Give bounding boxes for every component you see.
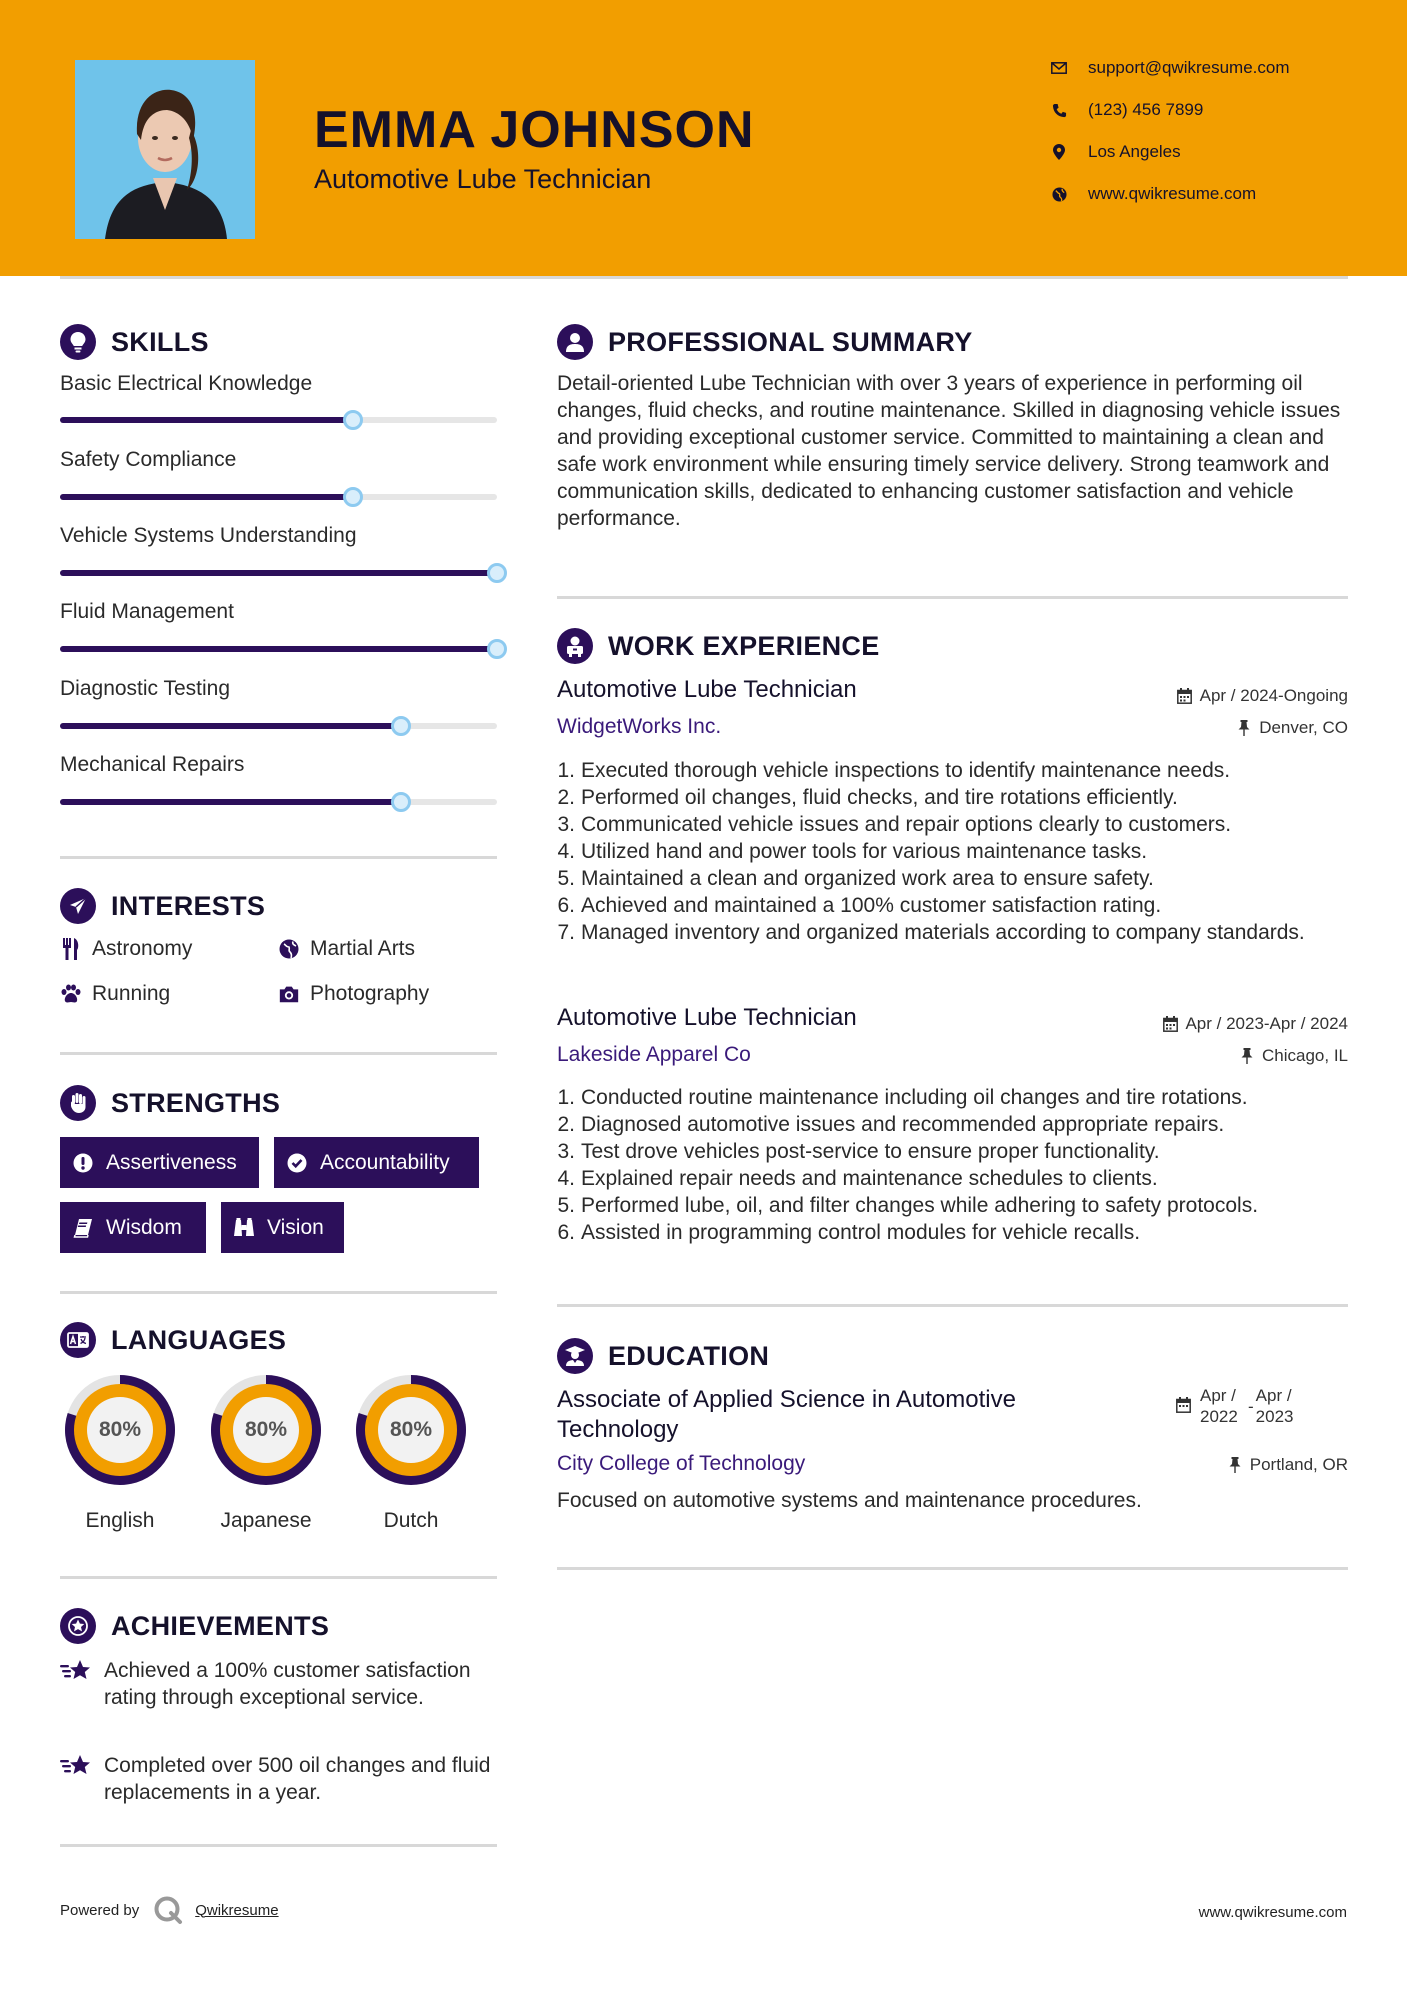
duty-item: 5. Performed lube, oil, and filter changes while adhering to safety protocols. bbox=[557, 1194, 1259, 1217]
duty-text: Managed inventory and organized materials according to company standards. bbox=[581, 921, 1305, 944]
education-dates bbox=[1176, 1385, 1294, 1427]
interests-title: INTERESTS bbox=[111, 890, 266, 921]
education-degree bbox=[557, 1385, 1016, 1445]
duty-text: Performed lube, oil, and filter changes while adhering to safety protocols. bbox=[581, 1194, 1259, 1217]
duty-text: Assisted in programming control modules for vehicle recalls. bbox=[581, 1221, 1141, 1244]
candidate-title: Automotive Lube Technician bbox=[314, 164, 652, 194]
language-item bbox=[59, 1369, 181, 1532]
skill-bar bbox=[60, 723, 497, 729]
duty-text: Communicated vehicle issues and repair options clearly to customers. bbox=[581, 813, 1232, 836]
strength-label: Wisdom bbox=[106, 1215, 182, 1239]
pushpin-icon bbox=[1236, 720, 1252, 736]
skill-label: Safety Compliance bbox=[60, 448, 237, 471]
language-name: English bbox=[85, 1509, 155, 1532]
language-percent: 80% bbox=[98, 1418, 142, 1441]
footer-website[interactable]: www.qwikresume.com bbox=[1198, 1904, 1347, 1921]
resume-header bbox=[0, 0, 1407, 276]
calendar-icon bbox=[1162, 1016, 1178, 1032]
candidate-name: EMMA JOHNSON bbox=[314, 101, 755, 159]
header-divider bbox=[60, 276, 1348, 279]
section-divider bbox=[60, 1844, 497, 1847]
paper-plane-icon bbox=[60, 888, 96, 924]
paw-icon bbox=[60, 983, 82, 1005]
summary-title: PROFESSIONAL SUMMARY bbox=[608, 326, 973, 357]
skill-bar-knob bbox=[343, 487, 363, 507]
education-date-start bbox=[1200, 1385, 1248, 1427]
language-percent: 80% bbox=[389, 1418, 433, 1441]
strength-badge bbox=[274, 1137, 479, 1188]
contact-location-text: Los Angeles bbox=[1088, 142, 1181, 161]
footer-brand-link[interactable]: Qwikresume bbox=[195, 1901, 279, 1919]
duty-item: 5. Maintained a clean and organized work area to ensure safety. bbox=[557, 867, 1154, 890]
education-date-start-month: Apr / bbox=[1200, 1386, 1236, 1405]
job-duties-list bbox=[551, 1084, 1351, 1246]
duty-text: Utilized hand and power tools for various maintenance tasks. bbox=[581, 840, 1148, 863]
job-title: Automotive Lube Technician bbox=[557, 1004, 857, 1031]
skill-bar-fill bbox=[60, 570, 497, 576]
envelope-icon bbox=[1050, 59, 1068, 77]
map-pin-icon bbox=[1050, 143, 1068, 161]
profile-photo-illustration bbox=[75, 60, 255, 239]
language-item bbox=[205, 1369, 327, 1532]
duty-text: Conducted routine maintenance including oil changes and tire rotations. bbox=[581, 1086, 1248, 1109]
duty-text: Test drove vehicles post-service to ensure proper functionality. bbox=[581, 1140, 1160, 1163]
skill-bar bbox=[60, 417, 497, 423]
skill-bar-knob bbox=[391, 792, 411, 812]
skill-label: Diagnostic Testing bbox=[60, 677, 231, 700]
skill-bar-knob bbox=[487, 639, 507, 659]
job-location bbox=[1236, 718, 1348, 738]
shooting-star-icon bbox=[60, 1657, 92, 1685]
skill-label: Vehicle Systems Understanding bbox=[60, 524, 357, 547]
interest-item bbox=[278, 982, 429, 1006]
experience-title: WORK EXPERIENCE bbox=[608, 630, 880, 661]
utensils-icon bbox=[60, 938, 82, 960]
contact-email-text: support@qwikresume.com bbox=[1088, 58, 1290, 77]
achievement-text: Achieved a 100% customer satisfaction rating through exceptional service. bbox=[104, 1659, 471, 1709]
achievement-item bbox=[60, 1752, 500, 1806]
job-company: Lakeside Apparel Co bbox=[557, 1043, 751, 1066]
briefcase-user-icon bbox=[557, 628, 593, 664]
duty-text: Performed oil changes, fluid checks, and tire rotations efficiently. bbox=[581, 786, 1178, 809]
exclamation-circle-icon bbox=[72, 1152, 94, 1174]
camera-icon bbox=[278, 983, 300, 1005]
education-date-end-month: Apr / bbox=[1255, 1386, 1292, 1405]
skills-title: SKILLS bbox=[111, 326, 209, 357]
achievements-heading bbox=[60, 1608, 329, 1644]
duty-item: 1. Conducted routine maintenance including oil changes and tire rotations. bbox=[557, 1086, 1248, 1109]
education-location bbox=[1227, 1455, 1348, 1475]
summary-heading bbox=[557, 324, 973, 360]
duty-item: 6. Assisted in programming control modules for vehicle recalls. bbox=[557, 1221, 1141, 1244]
education-degree-line: Technology bbox=[557, 1416, 679, 1443]
skill-bar-knob bbox=[487, 563, 507, 583]
language-name: Dutch bbox=[383, 1509, 439, 1532]
interests-heading bbox=[60, 888, 265, 924]
duty-text: Achieved and maintained a 100% customer satisfaction rating. bbox=[581, 894, 1162, 917]
profile-photo bbox=[75, 60, 255, 239]
contact-phone-text: (123) 456 7899 bbox=[1088, 100, 1204, 119]
job-dates bbox=[1177, 686, 1348, 706]
globe-icon bbox=[1050, 185, 1068, 203]
contact-email[interactable] bbox=[1050, 58, 1290, 78]
education-location-text: Portland, OR bbox=[1249, 1455, 1348, 1474]
language-item bbox=[350, 1369, 472, 1532]
binoculars-icon bbox=[233, 1217, 255, 1239]
section-divider bbox=[60, 856, 497, 859]
section-divider bbox=[557, 596, 1348, 599]
skill-bar-knob bbox=[343, 410, 363, 430]
education-date-separator: - bbox=[1248, 1397, 1254, 1416]
hand-fist-icon bbox=[60, 1085, 96, 1121]
duty-item: 3. Communicated vehicle issues and repair options clearly to customers. bbox=[557, 813, 1232, 836]
languages-heading bbox=[60, 1322, 286, 1358]
calendar-icon bbox=[1176, 1397, 1192, 1413]
job-location-text: Denver, CO bbox=[1259, 718, 1348, 737]
skill-label: Basic Electrical Knowledge bbox=[60, 372, 313, 395]
pushpin-icon bbox=[1227, 1457, 1243, 1473]
skill-bar bbox=[60, 494, 497, 500]
skill-label: Fluid Management bbox=[60, 600, 234, 623]
section-divider bbox=[60, 1576, 497, 1579]
interest-item bbox=[278, 937, 415, 961]
skill-bar-fill bbox=[60, 646, 497, 652]
duty-text: Executed thorough vehicle inspections to identify maintenance needs. bbox=[581, 759, 1231, 782]
job-dates-text: Apr / 2023-Apr / 2024 bbox=[1185, 1014, 1348, 1033]
interest-label: Martial Arts bbox=[310, 937, 416, 960]
section-divider bbox=[557, 1304, 1348, 1307]
phone-icon bbox=[1050, 101, 1068, 119]
duty-item: 2. Diagnosed automotive issues and recommended appropriate repairs. bbox=[557, 1113, 1225, 1136]
education-school: City College of Technology bbox=[557, 1452, 806, 1475]
book-icon bbox=[72, 1217, 94, 1239]
interest-label: Astronomy bbox=[92, 937, 193, 960]
interest-item bbox=[60, 982, 170, 1006]
skill-bar bbox=[60, 799, 497, 805]
strengths-title: STRENGTHS bbox=[111, 1087, 281, 1118]
duty-item: 4. Utilized hand and power tools for various maintenance tasks. bbox=[557, 840, 1148, 863]
duty-item: 7. Managed inventory and organized materials according to company standards. bbox=[557, 921, 1305, 944]
skill-bar-fill bbox=[60, 799, 401, 805]
achievement-item bbox=[60, 1657, 500, 1711]
skill-bar bbox=[60, 646, 497, 652]
job-title: Automotive Lube Technician bbox=[557, 676, 857, 703]
duty-item: 1. Executed thorough vehicle inspections to identify maintenance needs. bbox=[557, 759, 1231, 782]
globe-icon bbox=[278, 938, 300, 960]
education-title: EDUCATION bbox=[608, 1340, 770, 1371]
strength-badge bbox=[60, 1137, 259, 1188]
achievements-title: ACHIEVEMENTS bbox=[111, 1610, 330, 1641]
education-heading bbox=[557, 1338, 769, 1374]
job-location bbox=[1239, 1046, 1348, 1066]
duty-text: Explained repair needs and maintenance schedules to clients. bbox=[581, 1167, 1158, 1190]
strength-badge bbox=[221, 1202, 344, 1253]
skill-bar-fill bbox=[60, 723, 401, 729]
strengths-heading bbox=[60, 1085, 280, 1121]
strength-badge bbox=[60, 1202, 206, 1253]
education-description: Focused on automotive systems and maintenance procedures. bbox=[557, 1489, 1142, 1512]
section-divider bbox=[557, 1567, 1348, 1570]
duty-text: Maintained a clean and organized work area to ensure safety. bbox=[581, 867, 1154, 890]
job-company: WidgetWorks Inc. bbox=[557, 715, 722, 738]
duty-item: 3. Test drove vehicles post-service to ensure proper functionality. bbox=[557, 1140, 1160, 1163]
star-badge-icon bbox=[60, 1608, 96, 1644]
pushpin-icon bbox=[1239, 1048, 1255, 1064]
skill-bar-knob bbox=[391, 716, 411, 736]
skill-label: Mechanical Repairs bbox=[60, 753, 245, 776]
interest-label: Photography bbox=[310, 982, 430, 1005]
section-divider bbox=[60, 1291, 497, 1294]
duty-item: 6. Achieved and maintained a 100% customer satisfaction rating. bbox=[557, 894, 1162, 917]
language-name: Japanese bbox=[220, 1509, 312, 1532]
summary-text: Detail-oriented Lube Technician with over 3 years of experience in performing oil changes, fluid checks, and routine maintenance. Skilled in diagnosing vehicle issues and providing exceptional customer service. Committed to maintaining a clean and safe work environment while ensuring timely service delivery. Strong teamwork and communication skills, dedicated to enhancing customer satisfaction and vehicle performance. bbox=[557, 372, 1341, 530]
qwikresume-logo-icon bbox=[153, 1895, 183, 1925]
footer-powered-label: Powered by bbox=[60, 1901, 140, 1919]
languages-title: LANGUAGES bbox=[111, 1324, 287, 1355]
duty-item: 2. Performed oil changes, fluid checks, and tire rotations efficiently. bbox=[557, 786, 1178, 809]
language-percent: 80% bbox=[244, 1418, 288, 1441]
job-duties-list bbox=[551, 757, 1351, 946]
job-location-text: Chicago, IL bbox=[1262, 1046, 1348, 1065]
duty-item: 4. Explained repair needs and maintenance schedules to clients. bbox=[557, 1167, 1158, 1190]
check-circle-icon bbox=[286, 1152, 308, 1174]
education-date-start-year: 2022 bbox=[1200, 1407, 1238, 1426]
job-dates bbox=[1162, 1014, 1348, 1034]
skill-bar-fill bbox=[60, 494, 353, 500]
calendar-icon bbox=[1177, 688, 1193, 704]
footer-powered-by bbox=[60, 1895, 279, 1925]
achievement-text: Completed over 500 oil changes and fluid replacements in a year. bbox=[104, 1754, 491, 1804]
language-icon bbox=[60, 1322, 96, 1358]
experience-heading bbox=[557, 628, 880, 664]
interest-item bbox=[60, 937, 192, 961]
strength-label: Vision bbox=[267, 1215, 324, 1239]
user-icon bbox=[557, 324, 593, 360]
contact-phone[interactable] bbox=[1050, 100, 1203, 120]
skills-heading bbox=[60, 324, 209, 360]
strength-label: Accountability bbox=[320, 1150, 450, 1174]
skill-bar-fill bbox=[60, 417, 353, 423]
education-date-end-year: 2023 bbox=[1255, 1407, 1294, 1426]
education-date-end bbox=[1256, 1385, 1294, 1427]
section-divider bbox=[60, 1052, 497, 1055]
job-dates-text: Apr / 2024-Ongoing bbox=[1199, 686, 1348, 705]
graduate-icon bbox=[557, 1338, 593, 1374]
strength-label: Assertiveness bbox=[106, 1150, 237, 1174]
lightbulb-icon bbox=[60, 324, 96, 360]
education-degree-line: Associate of Applied Science in Automotive bbox=[557, 1386, 1016, 1413]
contact-website[interactable] bbox=[1050, 184, 1256, 204]
skill-bar bbox=[60, 570, 497, 576]
interest-label: Running bbox=[92, 982, 171, 1005]
duty-text: Diagnosed automotive issues and recommended appropriate repairs. bbox=[581, 1113, 1225, 1136]
contact-website-text: www.qwikresume.com bbox=[1088, 184, 1257, 203]
contact-location bbox=[1050, 142, 1181, 162]
shooting-star-icon bbox=[60, 1752, 92, 1780]
